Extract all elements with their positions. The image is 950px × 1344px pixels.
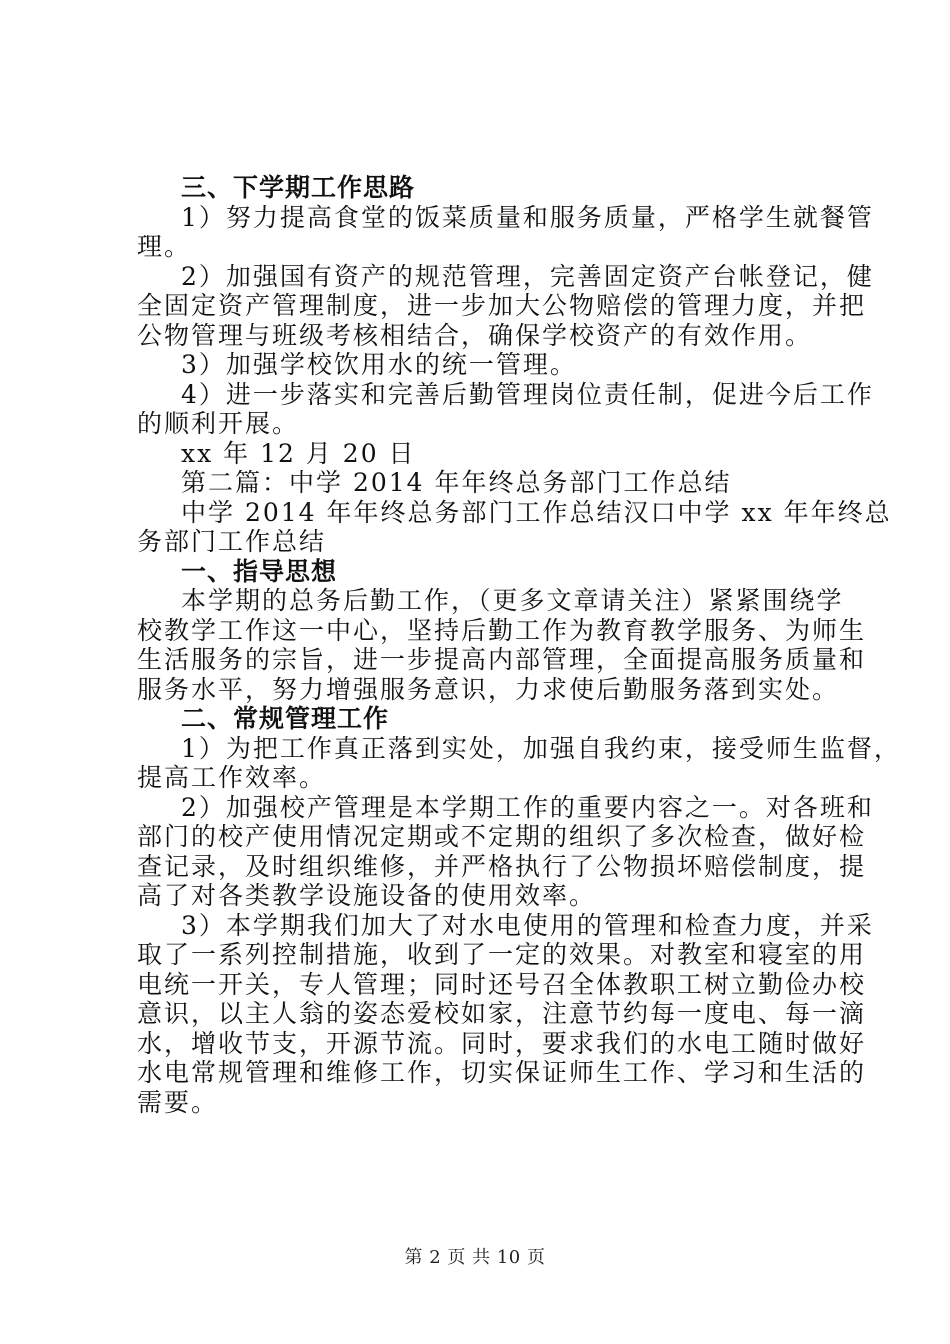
text-line: 公物管理与班级考核相结合，确保学校资产的有效作用。 [137, 320, 813, 350]
text-line: 全固定资产管理制度，进一步加大公物赔偿的管理力度，并把 [137, 291, 867, 320]
section-heading: 三、下学期工作思路 [181, 173, 416, 202]
text-line: 查记录，及时组织维修，并严格执行了公物损坏赔偿制度，提 [137, 851, 867, 881]
text-line: 理。 [137, 232, 192, 261]
text-line: 意识，以主人翁的姿态爱校如家，注意节约每一度电、每一滴 [137, 999, 867, 1028]
text-line: 1）努力提高食堂的饭菜质量和服务质量，严格学生就餐管 [181, 202, 874, 232]
text-line: 本学期的总务后勤工作，（更多文章请关注）紧紧围绕学 [181, 586, 844, 615]
text-line: 中学 2014 年年终总务部门工作总结汉口中学 xx 年年终总 [181, 497, 892, 527]
text-line: 水电常规管理和维修工作，切实保证师生工作、学习和生活的 [137, 1058, 867, 1087]
section-heading: 二、常规管理工作 [181, 704, 390, 733]
text-line: 高了对各类教学设施设备的使用效率。 [137, 881, 597, 910]
text-line: 服务水平，努力增强服务意识，力求使后勤服务落到实处。 [137, 674, 840, 704]
text-line: 2）加强国有资产的规范管理，完善固定资产台帐登记，健 [181, 261, 874, 291]
text-line: 1）为把工作真正落到实处，加强自我约束，接受师生监督， [181, 733, 901, 763]
text-line: 提高工作效率。 [137, 763, 327, 792]
text-line: 4）进一步落实和完善后勤管理岗位责任制，促进今后工作 [181, 379, 874, 409]
text-line: 水，增收节支，开源节流。同时，要求我们的水电工随时做好 [137, 1028, 867, 1058]
text-line: xx 年 12 月 20 日 [181, 438, 416, 468]
text-line: 需要。 [137, 1087, 219, 1117]
text-line: 取了一系列控制措施，收到了一定的效果。对教室和寝室的用 [137, 940, 867, 969]
page-footer: 第 2 页 共 10 页 [404, 1247, 546, 1268]
text-line: 生活服务的宗旨，进一步提高内部管理，全面提高服务质量和 [137, 645, 867, 674]
text-line: 第二篇：中学 2014 年年终总务部门工作总结 [181, 468, 732, 497]
text-line: 电统一开关，专人管理；同时还号召全体教职工树立勤俭办校 [137, 969, 867, 999]
text-line: 校教学工作这一中心，坚持后勤工作为教育教学服务、为师生 [137, 615, 867, 645]
text-line: 3）本学期我们加大了对水电使用的管理和检查力度，并采 [181, 910, 874, 940]
text-line: 3）加强学校饮用水的统一管理。 [181, 350, 577, 379]
text-line: 务部门工作总结 [137, 527, 327, 556]
text-line: 2）加强校产管理是本学期工作的重要内容之一。对各班和 [181, 792, 874, 822]
text-line: 的顺利开展。 [137, 409, 300, 438]
document-body [137, 173, 901, 1117]
section-heading: 一、指导思想 [181, 556, 338, 586]
text-line: 部门的校产使用情况定期或不定期的组织了多次检查，做好检 [137, 822, 867, 851]
